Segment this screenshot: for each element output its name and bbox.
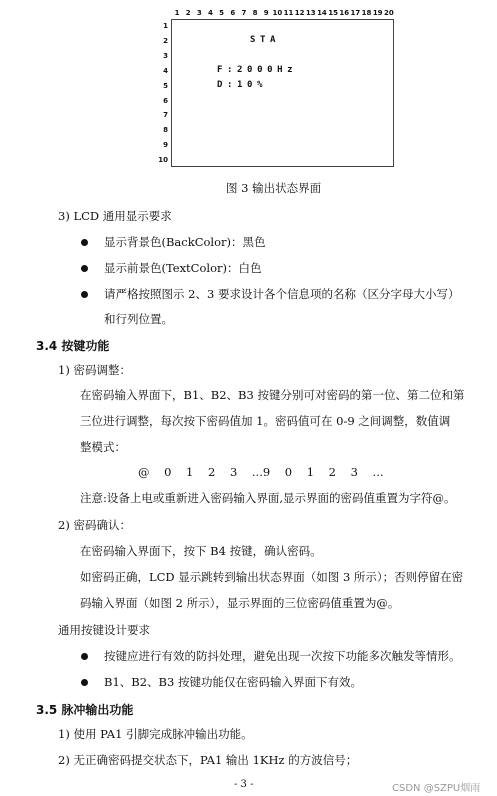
lcd-column-number: 7	[241, 9, 247, 17]
lcd-row-number: 7	[163, 111, 168, 120]
lcd-row-number: 6	[163, 96, 168, 105]
lcd-column-number: 3	[196, 9, 202, 17]
lcd-row-numbers	[150, 19, 170, 169]
lcd-row-number: 2	[163, 36, 168, 45]
paragraph-line: 码输入界面（如图 2 所示），显示界面的三位密码值重置为@。	[80, 596, 400, 610]
lcd-row-number: 1	[163, 22, 168, 30]
bullet-key-scope: B1、B2、B3 按键功能仅在密码输入界面下有效。	[104, 675, 362, 689]
lcd-column-number: 5	[219, 9, 225, 17]
lcd-column-number: 6	[230, 9, 236, 17]
bullet-background-color: 显示背景色(BackColor)：黑色	[104, 235, 266, 249]
lcd-column-number: 19	[372, 9, 383, 17]
paragraph-line: 如密码正确，LCD 显示跳转到输出状态界面（如图 3 所示）；否则停留在密	[80, 570, 464, 584]
paragraph-line: 在密码输入界面下，B1、B2、B3 按键分别可对密码的第一位、第二位和第	[80, 388, 465, 402]
section-3-4-title: 3.4 按键功能	[36, 339, 110, 353]
lcd-requirements-heading: 3) LCD 通用显示要求	[58, 209, 172, 223]
page-number: - 3 -	[234, 779, 254, 790]
lcd-frequency-text: F:2000Hz	[217, 65, 298, 75]
pulse-item-2: 2) 无正确密码提交状态下，PA1 输出 1KHz 的方波信号；	[58, 753, 358, 767]
item-password-confirm-label: 2) 密码确认：	[58, 518, 131, 532]
lcd-status-text: STA	[250, 35, 281, 45]
bullet-icon	[81, 679, 88, 686]
lcd-column-number: 10	[272, 9, 283, 17]
lcd-screen	[171, 19, 394, 167]
lcd-column-number: 20	[383, 9, 394, 17]
item-password-adjust-label: 1) 密码调整：	[58, 363, 131, 377]
pulse-item-1: 1) 使用 PA1 引脚完成脉冲输出功能。	[58, 727, 253, 741]
bullet-icon	[81, 265, 88, 272]
lcd-column-number: 1	[174, 9, 180, 17]
bullet-icon	[81, 291, 88, 298]
lcd-column-number: 13	[305, 9, 316, 17]
bullet-text-color: 显示前景色(TextColor)：白色	[104, 261, 262, 275]
bullet-icon	[81, 239, 88, 246]
paragraph-line: 三位进行调整，每次按下密码值加 1。密码值可在 0-9 之间调整，数值调	[80, 414, 451, 428]
lcd-column-number: 14	[317, 9, 327, 17]
lcd-column-number: 17	[350, 9, 361, 17]
lcd-row-number: 9	[163, 141, 168, 150]
lcd-row-number: 8	[163, 126, 168, 135]
value-sequence: @ 0 1 2 3 ...9 0 1 2 3 ...	[138, 465, 384, 479]
bullet-design-line1: 请严格按照图示 2、3 要求设计各个信息项的名称（区分字母大小写）	[104, 287, 460, 301]
lcd-column-number: 15	[328, 9, 338, 17]
lcd-row-number: 10	[158, 156, 168, 165]
lcd-column-number: 4	[208, 9, 213, 17]
lcd-column-number: 12	[294, 9, 305, 17]
watermark: CSDN @SZPU烟雨	[392, 783, 481, 794]
bullet-icon	[81, 653, 88, 660]
lcd-column-numbers	[171, 9, 395, 19]
paragraph-line: 整模式：	[80, 440, 126, 454]
lcd-column-number: 2	[185, 9, 191, 17]
lcd-column-number: 11	[283, 9, 294, 17]
section-3-5-title: 3.5 脉冲输出功能	[36, 703, 134, 717]
bullet-debounce: 按键应进行有效的防抖处理，避免出现一次按下功能多次触发等情形。	[104, 649, 461, 663]
lcd-row-number: 4	[163, 66, 168, 75]
general-key-heading: 通用按键设计要求	[58, 623, 150, 637]
bullet-design-line2: 和行列位置。	[104, 312, 173, 326]
lcd-duty-text: D:10%	[217, 80, 268, 90]
lcd-column-number: 8	[252, 9, 258, 17]
lcd-column-number: 16	[339, 9, 350, 17]
lcd-row-number: 5	[163, 81, 168, 90]
note-text: 注意:设备上电或重新进入密码输入界面,显示界面的密码值重置为字符@。	[80, 491, 456, 505]
lcd-row-number: 3	[163, 51, 168, 60]
figure-caption: 图 3 输出状态界面	[226, 181, 322, 195]
lcd-column-number: 18	[361, 9, 372, 17]
lcd-column-number: 9	[263, 9, 269, 17]
paragraph-line: 在密码输入界面下，按下 B4 按键，确认密码。	[80, 544, 322, 558]
